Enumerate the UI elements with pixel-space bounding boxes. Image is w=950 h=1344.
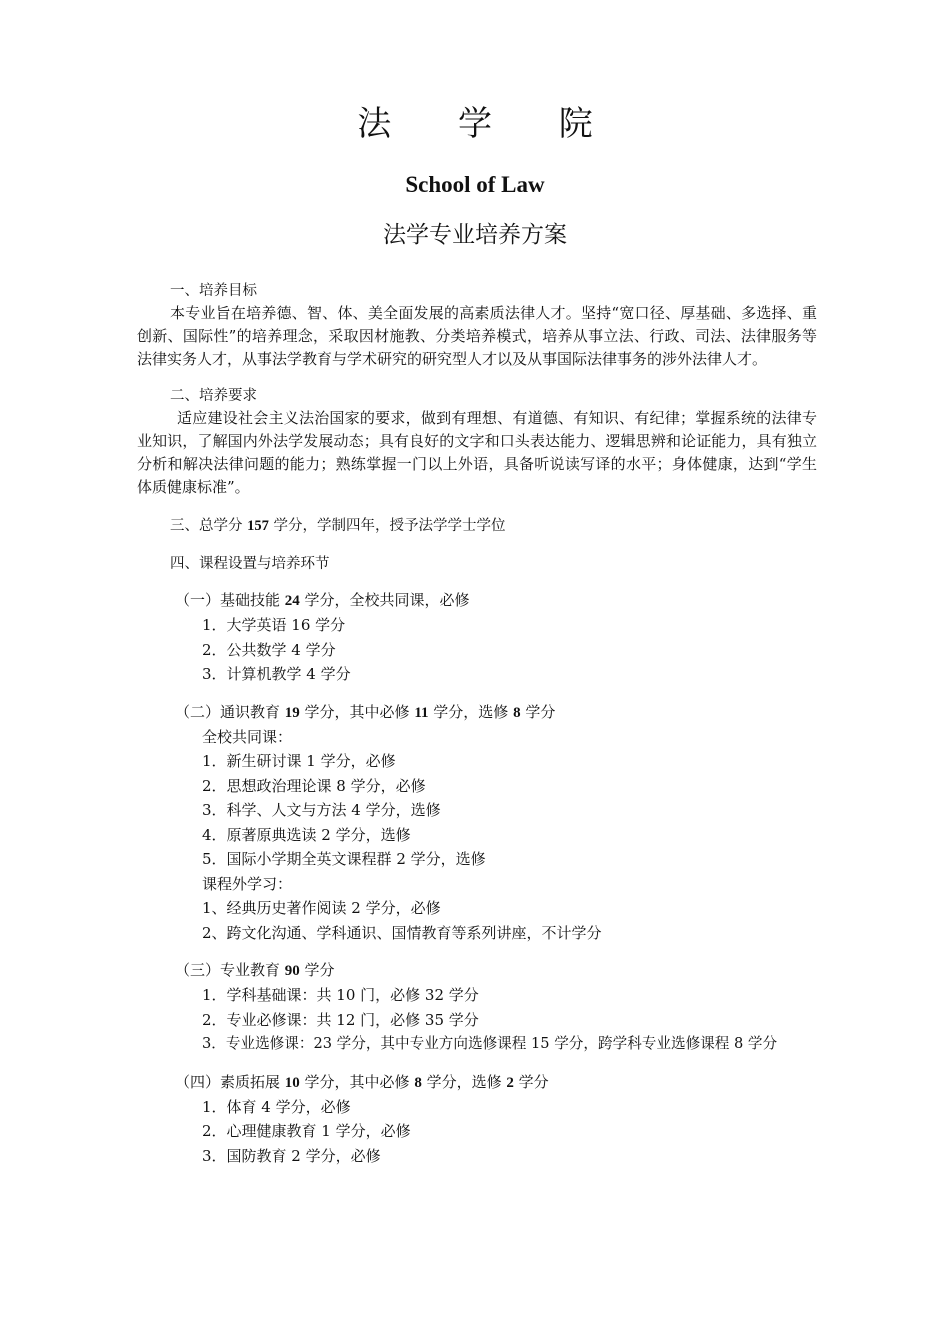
part2-prefix: （二）通识教育 bbox=[175, 702, 285, 721]
document-body bbox=[137, 280, 817, 1168]
program-subtitle: 法学专业培养方案 bbox=[383, 222, 567, 248]
list-item: 1．新生研讨课 1 学分，必修 bbox=[202, 752, 396, 770]
part3-credits: 90 bbox=[284, 963, 300, 979]
part4-mid2: 学分，选修 bbox=[421, 1072, 507, 1091]
section-heading-requirements: 二、培养要求 bbox=[170, 388, 257, 404]
part2-mid2: 学分，选修 bbox=[428, 702, 514, 721]
part2-elective-credits: 8 bbox=[513, 704, 521, 721]
section-heading-curriculum: 四、课程设置与培养环节 bbox=[170, 556, 330, 572]
list-item: 5．国际小学期全英文课程群 2 学分，选修 bbox=[202, 850, 486, 868]
section-heading-total-credits bbox=[137, 515, 817, 537]
list-item: 3．专业选修课：23 学分，其中专业方向选修课程 15 学分，跨学科专业选修课程 8 学分 bbox=[202, 1035, 778, 1052]
part4-mid1: 学分，其中必修 bbox=[299, 1072, 415, 1091]
part-quality-development-heading bbox=[137, 1070, 817, 1095]
common-courses-label: 全校共同课： bbox=[202, 727, 293, 746]
part4-credits: 10 bbox=[284, 1074, 300, 1091]
part1-prefix: （一）基础技能 bbox=[175, 591, 285, 609]
part-general-education-heading bbox=[137, 700, 817, 725]
objectives-paragraph: 本专业旨在培养德、智、体、美全面发展的高素质法律人才。坚持“宽口径、厚基础、多选择、重创新、国际性”的培养理念，采取因材施教、分类培养模式，培养从事立法、行政、司法、法律服务等法律实务人才，从事法学教育与学术研究的研究型人才以及从事国际法律事务的涉外法律人才。 bbox=[137, 304, 817, 368]
list-item: 3．国防教育 2 学分，必修 bbox=[202, 1146, 381, 1165]
extracurricular-label: 课程外学习： bbox=[202, 874, 293, 893]
english-title: School of Law bbox=[405, 172, 545, 197]
list-item: 2．专业必修课：共 12 门，必修 35 学分 bbox=[202, 1010, 479, 1029]
part4-prefix: （四）素质拓展 bbox=[175, 1072, 285, 1091]
list-item: 4．原著原典选读 2 学分，选修 bbox=[202, 825, 411, 844]
part2-credits: 19 bbox=[284, 704, 300, 721]
list-item: 2．心理健康教育 1 学分，必修 bbox=[202, 1122, 411, 1140]
part3-prefix: （三）专业教育 bbox=[175, 961, 285, 979]
total-credits-value: 157 bbox=[247, 518, 269, 534]
part2-required-credits: 11 bbox=[414, 704, 429, 721]
list-item: 2．公共数学 4 学分 bbox=[202, 640, 336, 659]
part1-credits: 24 bbox=[284, 593, 300, 609]
list-item: 3．计算机教学 4 学分 bbox=[202, 665, 351, 683]
list-item: 3．科学、人文与方法 4 学分，选修 bbox=[202, 801, 441, 819]
list-item: 1．学科基础课：共 10 门，必修 32 学分 bbox=[202, 986, 479, 1004]
list-item: 1、经典历史著作阅读 2 学分，必修 bbox=[202, 899, 441, 917]
part-professional-education-heading bbox=[137, 958, 817, 983]
part-basic-skills-heading bbox=[137, 588, 817, 613]
part1-suffix: 学分，全校共同课，必修 bbox=[299, 591, 470, 609]
part4-suffix: 学分 bbox=[513, 1072, 549, 1091]
total-credits-prefix: 三、总学分 bbox=[170, 518, 248, 534]
list-item: 2．思想政治理论课 8 学分，必修 bbox=[202, 776, 426, 795]
page-title: 法 学 院 bbox=[357, 104, 621, 144]
list-item: 1．大学英语 16 学分 bbox=[202, 616, 346, 634]
part4-elective-credits: 2 bbox=[506, 1074, 514, 1091]
list-item: 1．体育 4 学分，必修 bbox=[202, 1097, 351, 1116]
total-credits-suffix: 学分，学制四年，授予法学学士学位 bbox=[268, 518, 506, 534]
part2-suffix: 学分 bbox=[520, 702, 556, 721]
part3-suffix: 学分 bbox=[299, 961, 335, 979]
requirements-paragraph: 适应建设社会主义法治国家的要求，做到有理想、有道德、有知识、有纪律；掌握系统的法律专业知识，了解国内外法学发展动态；具有良好的文字和口头表达能力、逻辑思辨和论证能力，具有独立分析和解决法律问题的能力；熟练掌握一门以上外语，具备听说读写译的水平；身体健康，达到“学生体质健康标准”。 bbox=[137, 409, 817, 496]
part2-mid1: 学分，其中必修 bbox=[299, 702, 415, 721]
section-heading-objectives: 一、培养目标 bbox=[170, 283, 257, 299]
part4-required-credits: 8 bbox=[414, 1074, 422, 1091]
list-item: 2、跨文化沟通、学科通识、国情教育等系列讲座，不计学分 bbox=[202, 923, 602, 942]
